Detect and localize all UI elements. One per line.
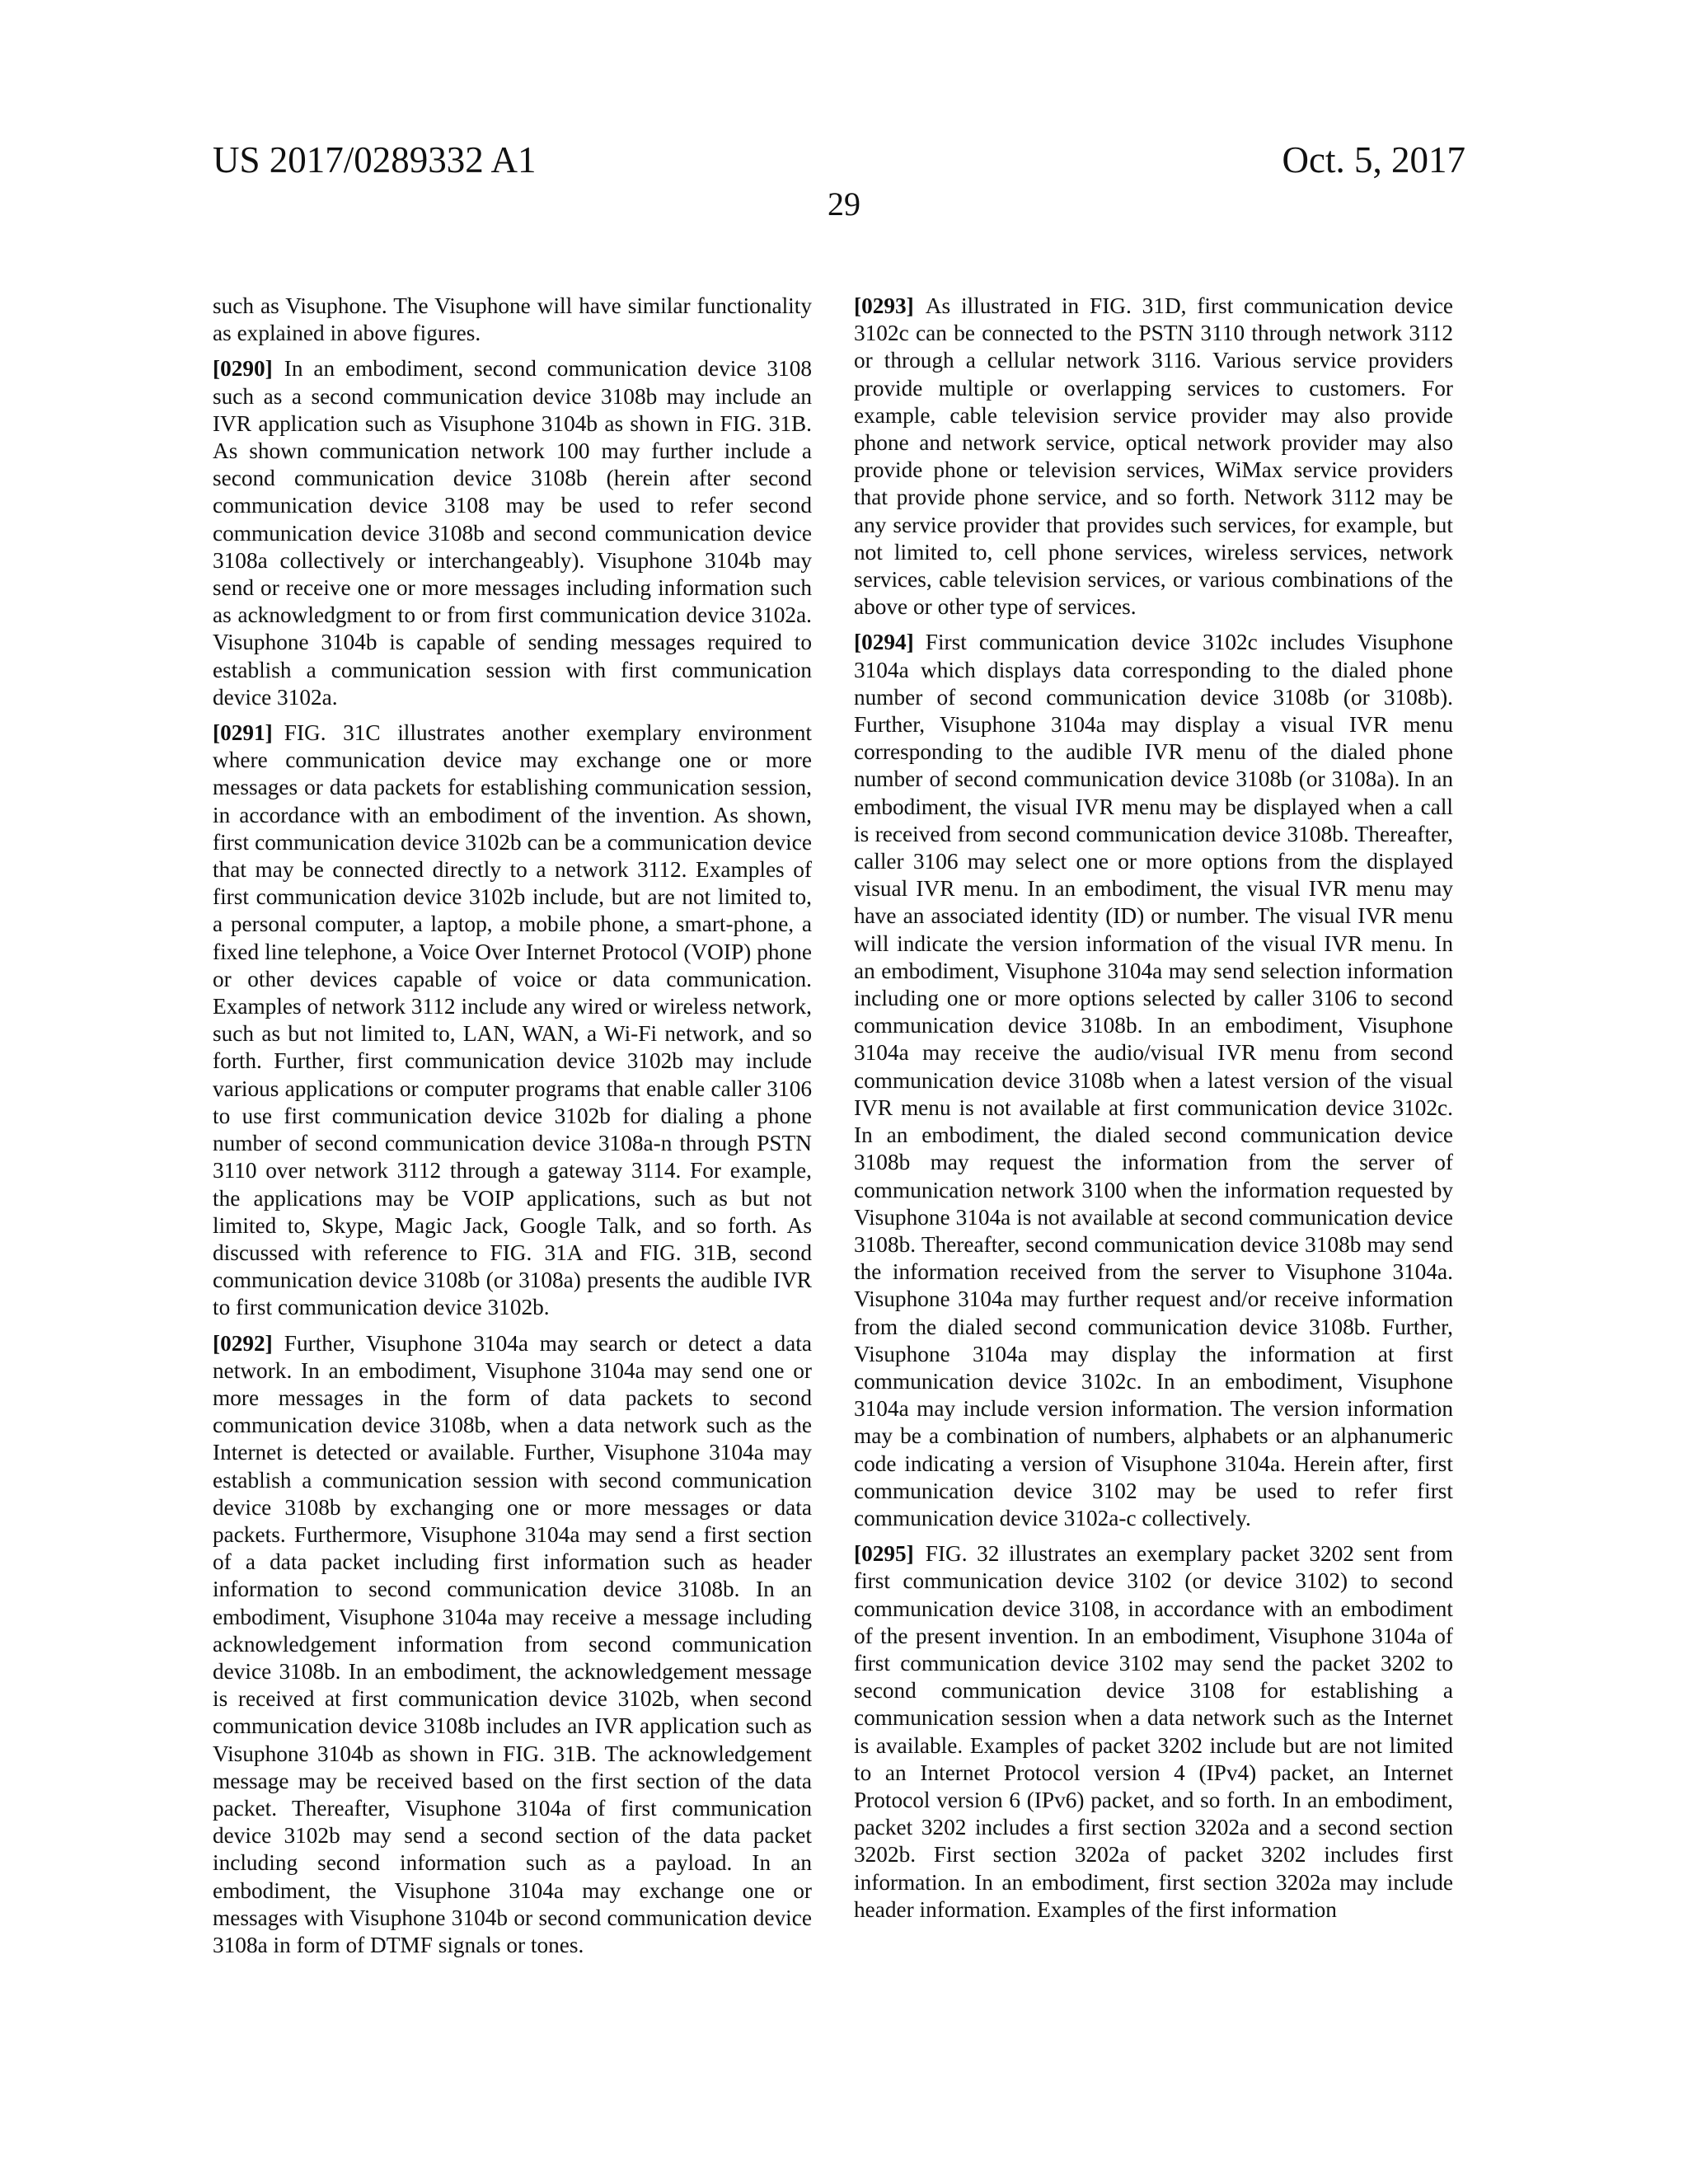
publication-date: Oct. 5, 2017 [1282,139,1465,180]
paragraph-text: FIG. 31C illustrates another exemplary environment where communication device may exchange one or more messages or data packets for establishing communication session, in accordance with an embodiment of the invention. As shown, first communication device 3102b can be a communication device that may be connected directly to a network 3112. Examples of first communication device 3102b include, but are not limited to, a personal computer, a laptop, a mobile phone, a smart-phone, a fixed line telephone, a Voice Over Internet Protocol (VOIP) phone or other devices capable of voice or data communication. Examples of network 3112 include any wired or wireless network, such as but not limited to, LAN, WAN, a Wi-Fi network, and so forth. Further, first communication device 3102b may include various applications or computer programs that enable caller 3106 to use first communication device 3102b for dialing a phone number of second communication device 3108a-n through PSTN 3110 over network 3112 through a gateway 3114. For example, the applications may be VOIP applications, such as but not limited to, Skype, Magic Jack, Google Talk, and so forth. As discussed with reference to FIG. 31A and FIG. 31B, second communication device 3108b (or 3108a) presents the audible IVR to first communication device 3102b. [213,720,812,1320]
paragraph-text: First communication device 3102c includes Visuphone 3104a which displays data corresponding to the dialed phone number of second communication device 3108b (or 3108b). Further, Visuphone 3104a may display a visual IVR menu corresponding to the audible IVR menu of the dialed phone number of second communication device 3108b (or 3108a). In an embodiment, the visual IVR menu may be displayed when a call is received from second communication device 3108b. Thereafter, caller 3106 may select one or more options from the displayed visual IVR menu. In an embodiment, the visual IVR menu may have an associated identity (ID) or number. The visual IVR menu will indicate the version information of the visual IVR menu. In an embodiment, Visuphone 3104a may send selection information including one or more options selected by caller 3106 to second communication device 3108b. In an embodiment, Visuphone 3104a may receive the audio/visual IVR menu from second communication device 3108b when a latest version of the visual IVR menu is not available at first communication device 3102c. In an embodiment, the dialed second communication device 3108b may request the information from the server of communication network 3100 when the information requested by Visuphone 3104a is not available at second communication device 3108b. Thereafter, second communication device 3108b may send the information received from the server to Visuphone 3104a. Visuphone 3104a may further request and/or receive information from the dialed second communication device 3108b. Further, Visuphone 3104a may display the information at first communication device 3102c. In an embodiment, Visuphone 3104a may include version information. The version information may be a combination of numbers, alphabets or an alphanumeric code indicating a version of Visuphone 3104a. Herein after, first communication device 3102 may be used to refer first communication device 3102a-c collectively. [854,630,1453,1530]
paragraph-number: [0294] [854,630,914,655]
paragraph-text: FIG. 32 illustrates an exemplary packet 3202 sent from first communication device 3102 (or device 3102) to second communication device 3108, in accordance with an embodiment of the present invention. In an embodiment, Visuphone 3104a of first communication device 3102 may send the packet 3202 to second communication device 3108 for establishing a communication session when a data network such as the Internet is available. Examples of packet 3202 include but are not limited to an Internet Protocol version 4 (IPv4) packet, an Internet Protocol version 6 (IPv6) packet, and so forth. In an embodiment, packet 3202 includes a first section 3202a and a second section 3202b. First section 3202a of packet 3202 includes first information. In an embodiment, first section 3202a may include header information. Examples of the first information [854,1541,1453,1922]
paragraph [854,629,1453,1532]
paragraph [854,293,1453,621]
paragraph-number: [0290] [213,356,273,382]
left-column [213,293,812,1967]
page-number: 29 [828,185,860,223]
right-column [854,293,1453,1932]
publication-number: US 2017/0289332 A1 [213,139,537,180]
paragraph [213,719,812,1321]
paragraph-text: As illustrated in FIG. 31D, first communication device 3102c can be connected to the PSTN 3110 through network 3112 or through a cellular network 3116. Various service providers provide multiple or overlapping services to customers. For example, cable television service provider may also provide phone and network service, optical network provider may also provide phone or television services, WiMax service providers that provide phone service, and so forth. Network 3112 may be any service provider that provides such services, for example, but not limited to, cell phone services, wireless services, network services, cable television services, or various combinations of the above or other type of services. [854,293,1453,620]
paragraph-number: [0292] [213,1330,273,1356]
paragraph-text: such as Visuphone. The Visuphone will have similar functionality as explained in above figures. [213,293,812,346]
paragraph [213,355,812,711]
paragraph [213,1330,812,1960]
paragraph-number: [0293] [854,293,914,318]
paragraph-number: [0295] [854,1541,914,1567]
paragraph [213,293,812,347]
paragraph-text: Further, Visuphone 3104a may search or detect a data network. In an embodiment, Visuphone 3104a may send one or more messages in the form of data packets to second communication device 3108b, when a data network such as the Internet is detected or available. Further, Visuphone 3104a may establish a communication session with second communication device 3108b by exchanging one or more messages or data packets. Furthermore, Visuphone 3104a may send a first section of a data packet including first information such as header information to second communication device 3108b. In an embodiment, Visuphone 3104a may receive a message including acknowledgement information from second communication device 3108b. In an embodiment, the acknowledgement message is received at first communication device 3102b, when second communication device 3108b includes an IVR application such as Visuphone 3104b as shown in FIG. 31B. The acknowledgement message may be received based on the first section of the data packet. Thereafter, Visuphone 3104a of first communication device 3102b may send a second section of the data packet including second information such as a payload. In an embodiment, the Visuphone 3104a may exchange one or messages with Visuphone 3104b or second communication device 3108a in form of DTMF signals or tones. [213,1330,812,1957]
paragraph-text: In an embodiment, second communication device 3108 such as a second communication device 3108b may include an IVR application such as Visuphone 3104b as shown in FIG. 31B. As shown communication network 100 may further include a second communication device 3108b (herein after second communication device 3108 may be used to refer second communication device 3108b and second communication device 3108a collectively or interchangeably). Visuphone 3104b may send or receive one or more messages including information such as acknowledgment to or from first communication device 3102a. Visuphone 3104b is capable of sending messages required to establish a communication session with first communication device 3102a. [213,356,812,710]
paragraph [854,1540,1453,1924]
paragraph-number: [0291] [213,720,273,746]
